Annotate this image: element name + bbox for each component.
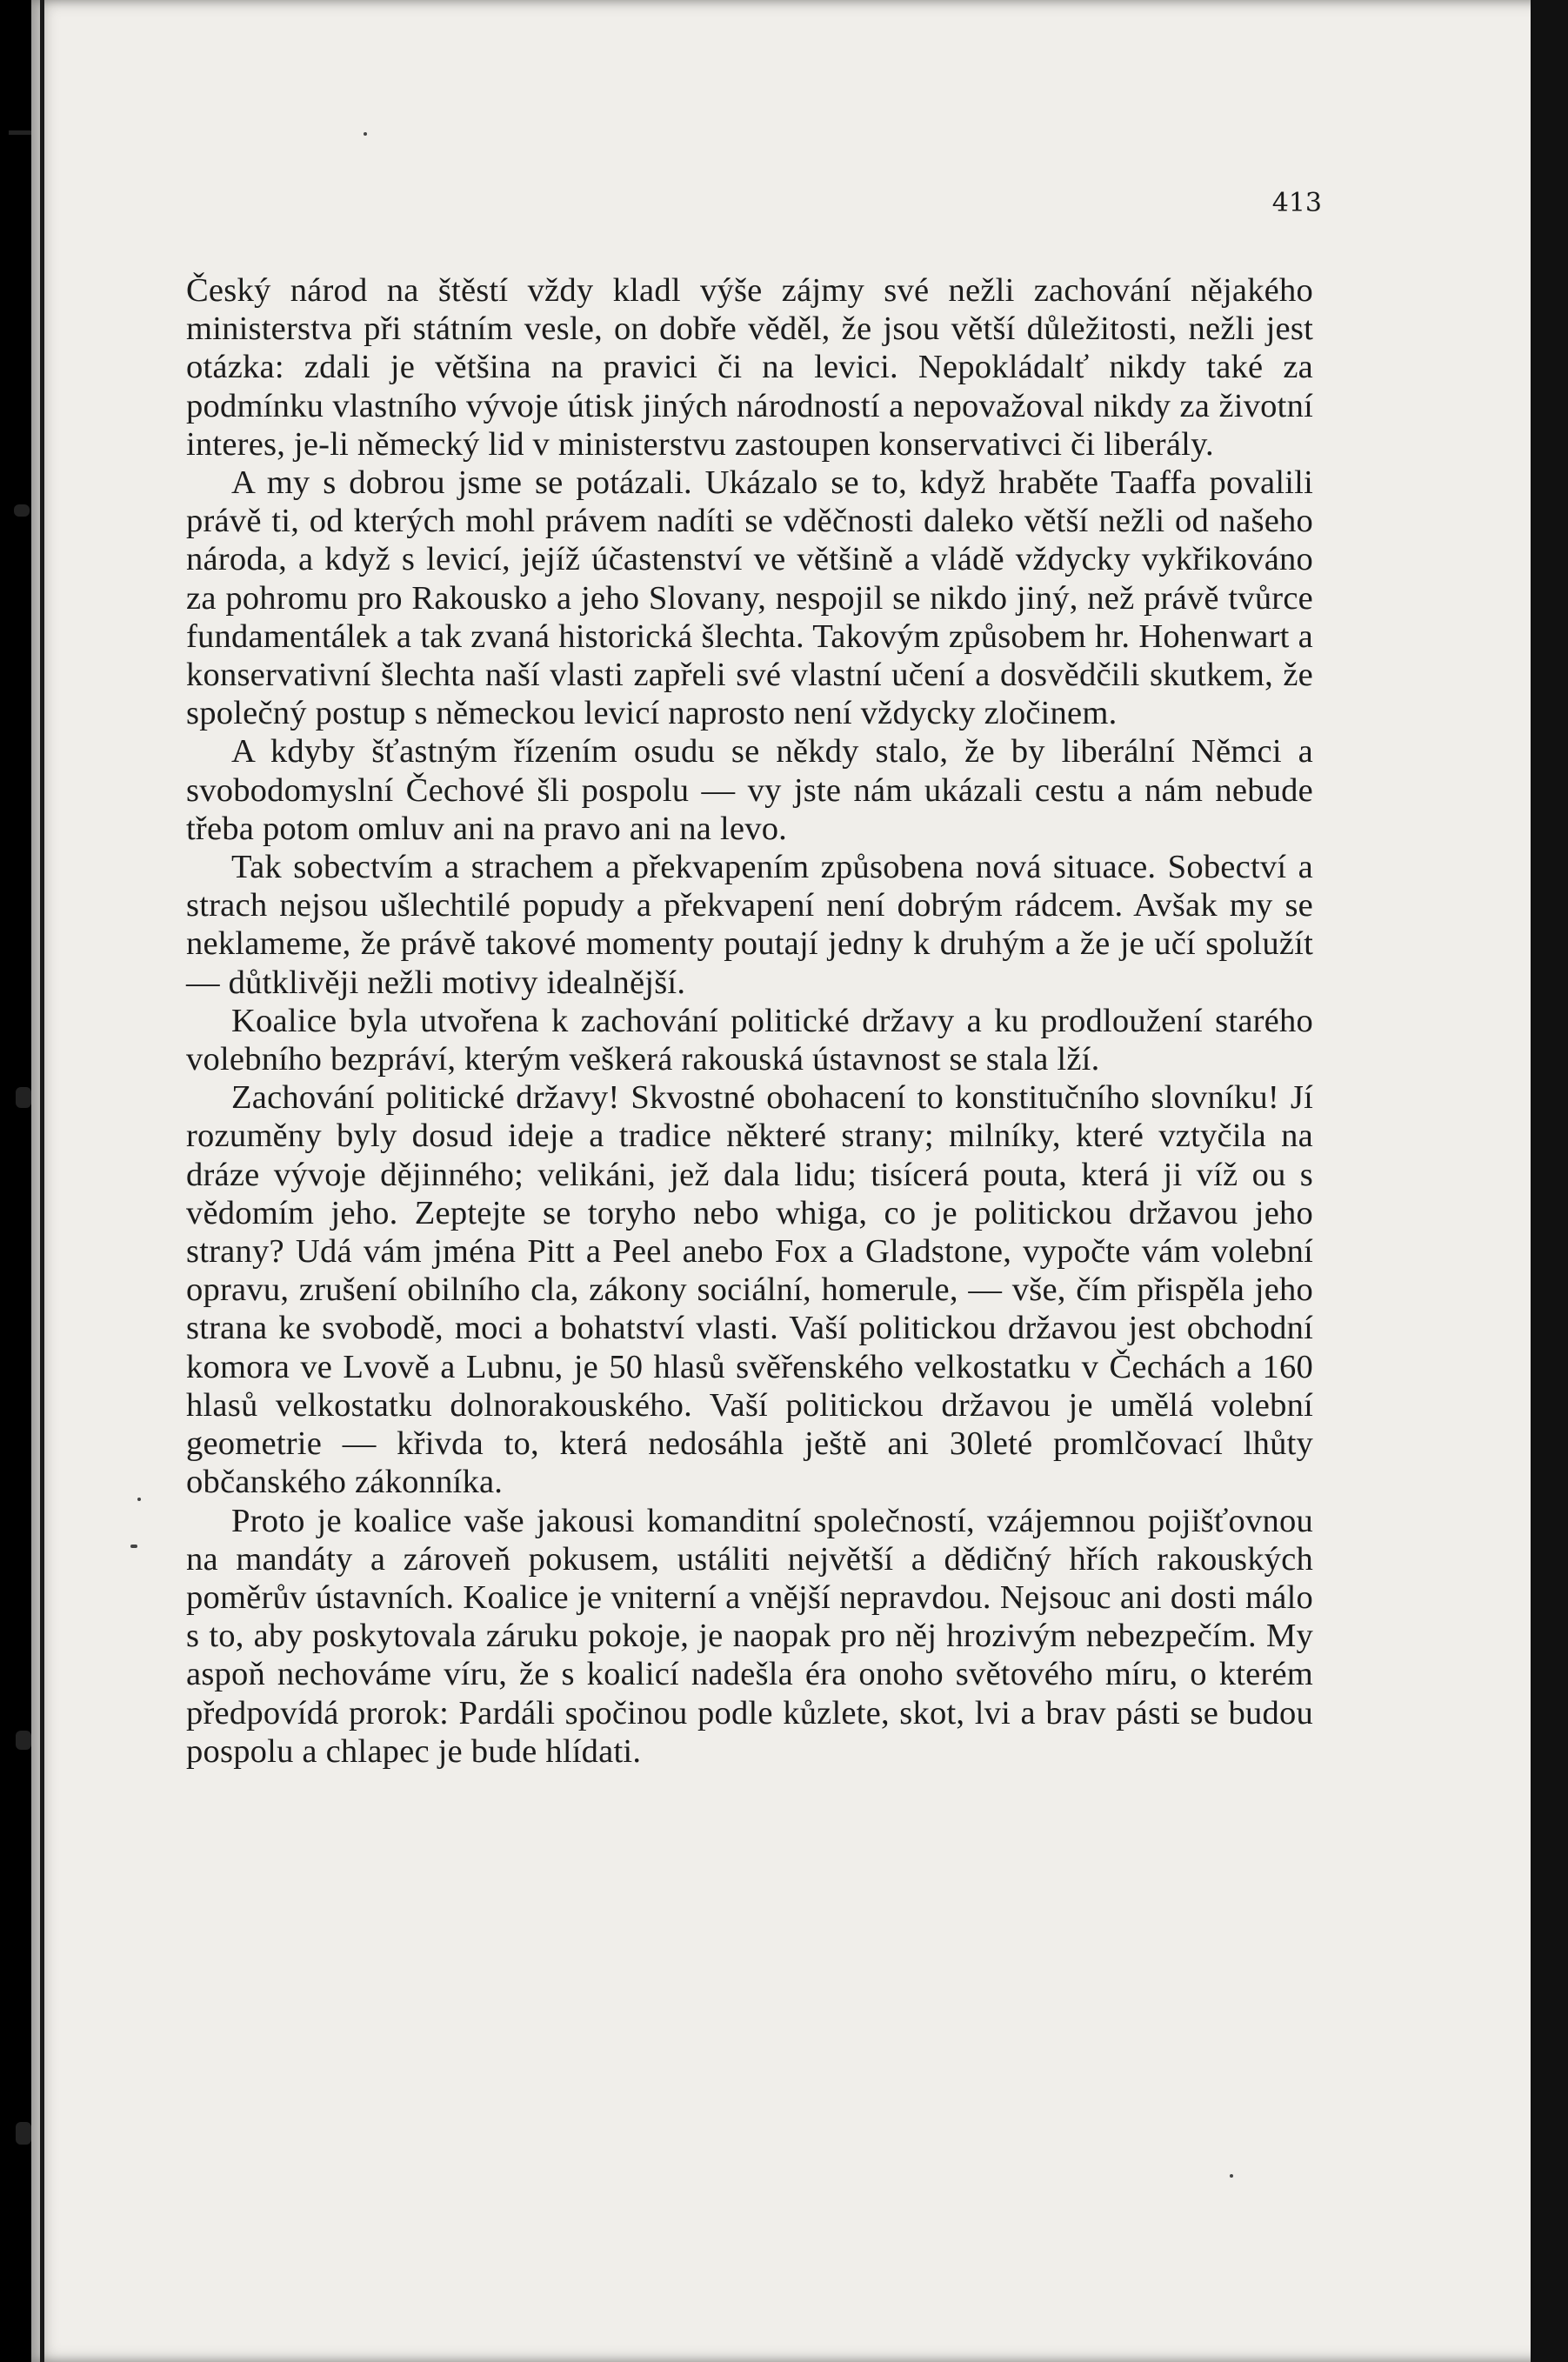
ink-speck	[364, 132, 367, 136]
paragraph: Zachování politické državy! Skvostné obohacení to konstitučního slovníku! Jí rozuměny byly dosud ideje a tradice některé strany; milníky, které vztyčila na dráze vývoje dějinného; velikáni, jež dala lidu; tisícerá pouta, která ji víž ou s vědomím jeho. Zeptejte se toryho nebo whiga, co je politickou državou jeho strany? Udá vám jména Pitt a Peel anebo Fox a Gladstone, vypočte vám volební opravu, zrušení obilního cla, zákony sociální, homerule, — vše, čím přispěla jeho strana ke svobodě, moci a bohatství vlasti. Vaší politickou državou jest obchodní komora ve Lvově a Lubnu, je 50 hlasů svěřenského velkostatku v Čechách a 160 hlasů velkostatku dolnorakouského. Vaší politickou državou je umělá volební geometrie — křivda to, která nedosáhla ještě ani 30leté promlčovací lhůty občanského zákonníka.	[186, 1079, 1313, 1501]
binding-edge	[40, 0, 44, 2362]
paragraph: A kdyby šťastným řízením osudu se někdy stalo, že by liberální Němci a svobodomyslní Čechové šli pospolu — vy jste nám ukázali cestu a nám nebude třeba potom omluv ani na pravo ani na levo.	[186, 733, 1313, 847]
ink-speck	[137, 1498, 141, 1501]
ink-speck	[1230, 2174, 1233, 2178]
margin-mark	[14, 504, 30, 517]
paragraph: Tak sobectvím a strachem a překvapením způsobena nová situace. Sobectví a strach nejsou ušlechtilé popudy a překvapení není dobrým rádcem. Avšak my se neklameme, že právě takové momenty poutají jedny k druhým a že je učí spolužít — důtklivěji nežli motivy idealnější.	[186, 849, 1313, 1001]
body-text	[186, 271, 1313, 1771]
ink-speck	[130, 1545, 137, 1548]
paragraph: Český národ na štěstí vždy kladl výše zájmy své nežli zachování nějakého ministerstva při státním vesle, on dobře věděl, že jsou větší důležitosti, nežli jest otázka: zdali je většina na pravici či na levici. Nepokládalť nikdy také za podmínku vlastního vývoje útisk jiných národností a nepovažoval nikdy za životní interes, je-li německý lid v ministerstvu zastoupen konservativci či liberály.	[186, 272, 1313, 463]
margin-mark	[9, 130, 31, 135]
margin-mark	[16, 1731, 31, 1750]
page-number: 413	[1271, 188, 1322, 218]
margin-mark	[16, 1087, 31, 1108]
paragraph: Proto je koalice vaše jakousi komanditní společností, vzájemnou pojišťovnou na mandáty a zároveň pokusem, ustáliti největší a dědičný hřích rakouských poměrův ústavních. Koalice je vniterní a vnější nepravdou. Nejsouc ani dosti málo s to, aby poskytovala záruku pokoje, je naopak pro něj hrozivým nebezpečím. My aspoň nechováme víru, že s koalicí nadešla éra onoho světového míru, o kterém předpovídá prorok: Pardáli spočinou podle kůzlete, skot, lvi a brav pásti se budou pospolu a chlapec je bude hlídati.	[186, 1502, 1313, 1770]
margin-mark	[16, 2122, 31, 2145]
paragraph: Koalice byla utvořena k zachování politické državy a ku prodloužení starého volebního bezpráví, kterým veškerá rakouská ústavnost se stala lží.	[186, 1002, 1313, 1078]
paragraph: A my s dobrou jsme se potázali. Ukázalo se to, když hraběte Taaffa povalili právě ti, od kterých mohl právem nadíti se vděčnosti daleko větší nežli od našeho národa, a když s levicí, jejíž účastenství ve většině a vládě vždycky vykřikováno za pohromu pro Rakousko a jeho Slovany, nespojil se nikdo jiný, než právě tvůrce fundamentálek a tak zvaná historická šlechta. Takovým způsobem hr. Hohenwart a konservativní šlechta naší vlasti zapřeli své vlastní učení a dosvědčili skutkem, že společný postup s německou levicí naprosto není vždycky zločinem.	[186, 464, 1313, 732]
scan-right-border	[1531, 0, 1568, 2362]
